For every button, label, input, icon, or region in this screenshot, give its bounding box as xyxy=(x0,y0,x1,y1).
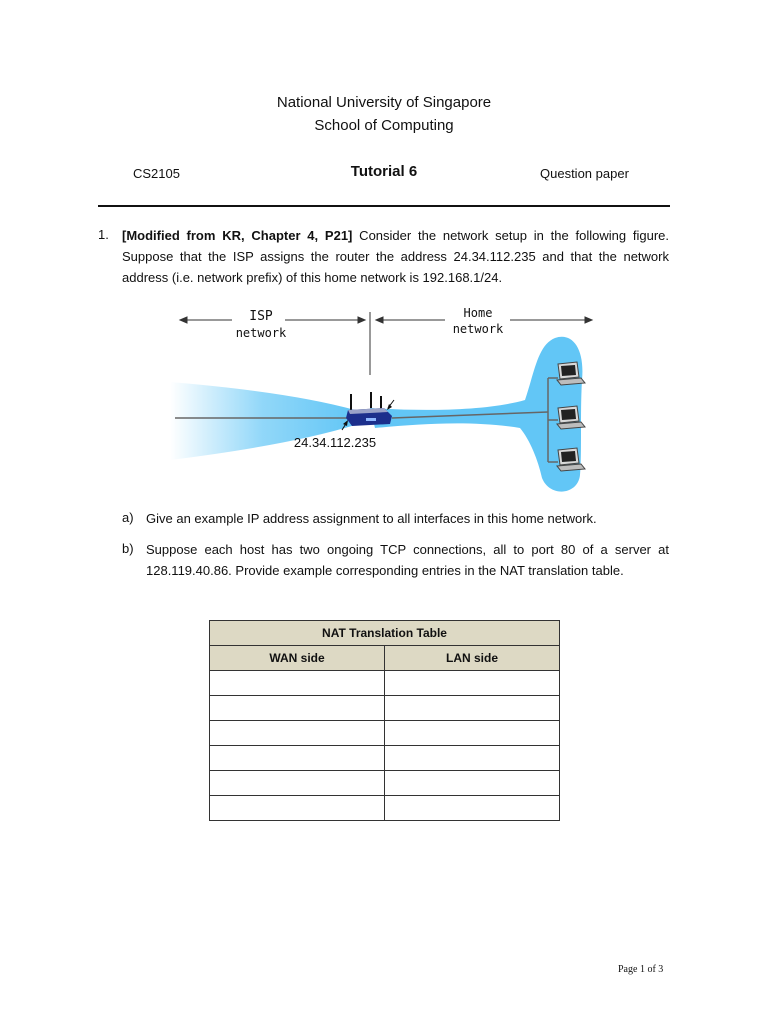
course-code: CS2105 xyxy=(133,166,180,181)
network-figure xyxy=(170,300,600,500)
part-a-text: Give an example IP address assignment to all interfaces in this home network. xyxy=(146,511,597,526)
lan-cell xyxy=(385,796,560,821)
column-header-lan: LAN side xyxy=(385,646,560,671)
wan-cell xyxy=(210,721,385,746)
header-divider xyxy=(98,205,670,207)
part-b-line-1: Suppose each host has two ongoing TCP connections, all to port 80 of a server at xyxy=(146,542,669,557)
isp-label-line-1: ISP xyxy=(249,309,273,324)
table-row xyxy=(210,671,560,696)
column-header-wan: WAN side xyxy=(210,646,385,671)
part-a-label: a) xyxy=(122,510,134,525)
table-title: NAT Translation Table xyxy=(210,621,560,646)
question-line-1-text: Consider the network setup in the following figure. xyxy=(352,228,669,243)
router-ip-label: 24.34.112.235 xyxy=(293,435,377,450)
table-row xyxy=(210,721,560,746)
question-line-1 xyxy=(122,225,669,246)
table-row xyxy=(210,696,560,721)
table-row xyxy=(210,771,560,796)
table-title-row xyxy=(210,621,560,646)
wan-cell xyxy=(210,796,385,821)
home-label-line-2: network xyxy=(452,322,504,336)
lan-cell xyxy=(385,746,560,771)
lan-cell xyxy=(385,771,560,796)
question-number: 1. xyxy=(98,227,109,242)
nat-translation-table xyxy=(209,620,560,821)
part-b-label: b) xyxy=(122,541,134,556)
page-title: Tutorial 6 xyxy=(350,163,418,180)
question-source: [Modified from KR, Chapter 4, P21] xyxy=(122,228,353,243)
question-line-3: address (i.e. network prefix) of this home network is 192.168.1/24. xyxy=(122,270,503,285)
wan-cell xyxy=(210,746,385,771)
school-name: School of Computing xyxy=(314,117,454,134)
university-name: National University of Singapore xyxy=(276,94,492,111)
home-label-line-1: Home xyxy=(463,306,493,320)
lan-cell xyxy=(385,671,560,696)
lan-cell xyxy=(385,721,560,746)
wan-cell xyxy=(210,696,385,721)
page-number: Page 1 of 3 xyxy=(618,964,664,975)
wan-cell xyxy=(210,671,385,696)
table-row xyxy=(210,746,560,771)
part-b-line-2: 128.119.40.86. Provide example corresponding entries in the NAT translation table. xyxy=(146,563,624,578)
wan-cell xyxy=(210,771,385,796)
table-header-row xyxy=(210,646,560,671)
question-line-2: Suppose that the ISP assigns the router the address 24.34.112.235 and that the network xyxy=(122,249,669,264)
lan-cell xyxy=(385,696,560,721)
table-row xyxy=(210,796,560,821)
document-type: Question paper xyxy=(540,166,629,181)
isp-label-line-2: network xyxy=(235,326,287,340)
